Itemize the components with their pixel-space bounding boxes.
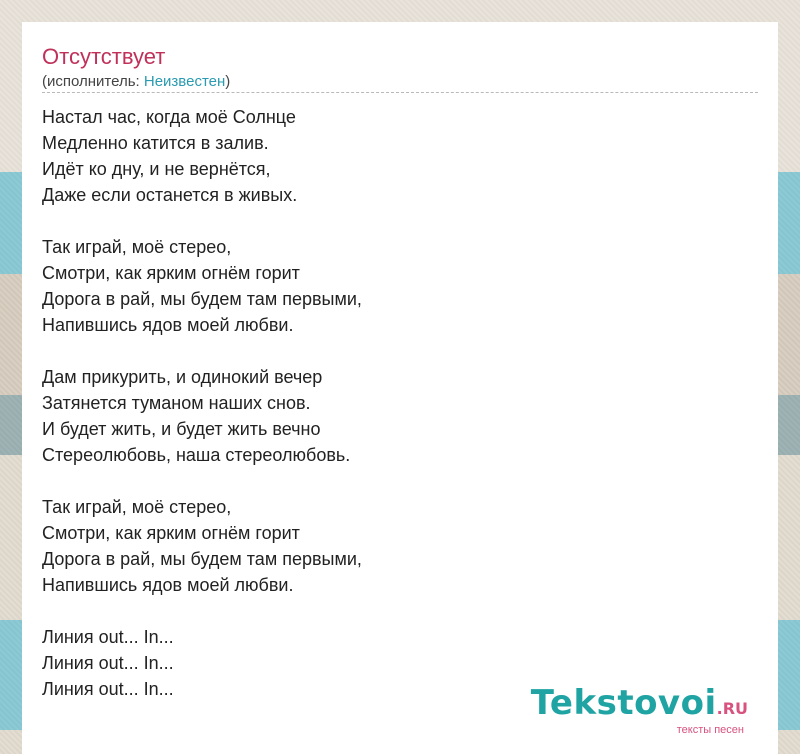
artist-line xyxy=(42,73,230,91)
lyrics-line: Напившись ядов моей любви. xyxy=(42,575,294,595)
artist-suffix: ) xyxy=(225,73,231,90)
artist-link[interactable]: Неизвестен xyxy=(143,73,226,90)
site-logo[interactable] xyxy=(531,685,748,736)
lyrics-line: Так играй, моё стерео, xyxy=(42,237,232,257)
lyrics-line: Настал час, когда моё Солнце xyxy=(42,107,296,127)
logo-wordmark xyxy=(531,685,748,728)
lyrics-card xyxy=(22,22,778,754)
lyrics-body xyxy=(42,104,742,702)
lyrics-line: Дорога в рай, мы будем там первыми, xyxy=(42,549,362,569)
lyrics-line: Смотри, как ярким огнём горит xyxy=(42,263,300,283)
lyrics-line: Линия out... In... xyxy=(42,679,174,699)
lyrics-line: Дам прикурить, и одинокий вечер xyxy=(42,367,323,387)
stanza-break xyxy=(42,208,742,234)
lyrics-line: Затянется туманом наших снов. xyxy=(42,393,311,413)
stanza-break xyxy=(42,598,742,624)
artist-prefix: (исполнитель: xyxy=(42,73,144,90)
stanza-break xyxy=(42,468,742,494)
lyrics-line: Линия out... In... xyxy=(42,653,174,673)
lyrics-line: Стереолюбовь, наша стереолюбовь. xyxy=(42,445,351,465)
lyrics-line: Смотри, как ярким огнём горит xyxy=(42,523,300,543)
lyrics-line: Медленно катится в залив. xyxy=(42,133,269,153)
lyrics-line: Так играй, моё стерео, xyxy=(42,497,232,517)
logo-name: Tekstovoi xyxy=(530,683,717,723)
title-divider xyxy=(42,92,758,93)
logo-tagline: тексты песен xyxy=(676,724,744,736)
stanza-break xyxy=(42,338,742,364)
lyrics-line: И будет жить, и будет жить вечно xyxy=(42,419,321,439)
lyrics-line: Напившись ядов моей любви. xyxy=(42,315,294,335)
lyrics-line: Дорога в рай, мы будем там первыми, xyxy=(42,289,362,309)
logo-tld: .RU xyxy=(716,699,748,718)
song-title: Отсутствует xyxy=(42,44,166,69)
lyrics-line: Даже если останется в живых. xyxy=(42,185,298,205)
lyrics-line: Идёт ко дну, и не вернётся, xyxy=(42,159,271,179)
lyrics-line: Линия out... In... xyxy=(42,627,174,647)
